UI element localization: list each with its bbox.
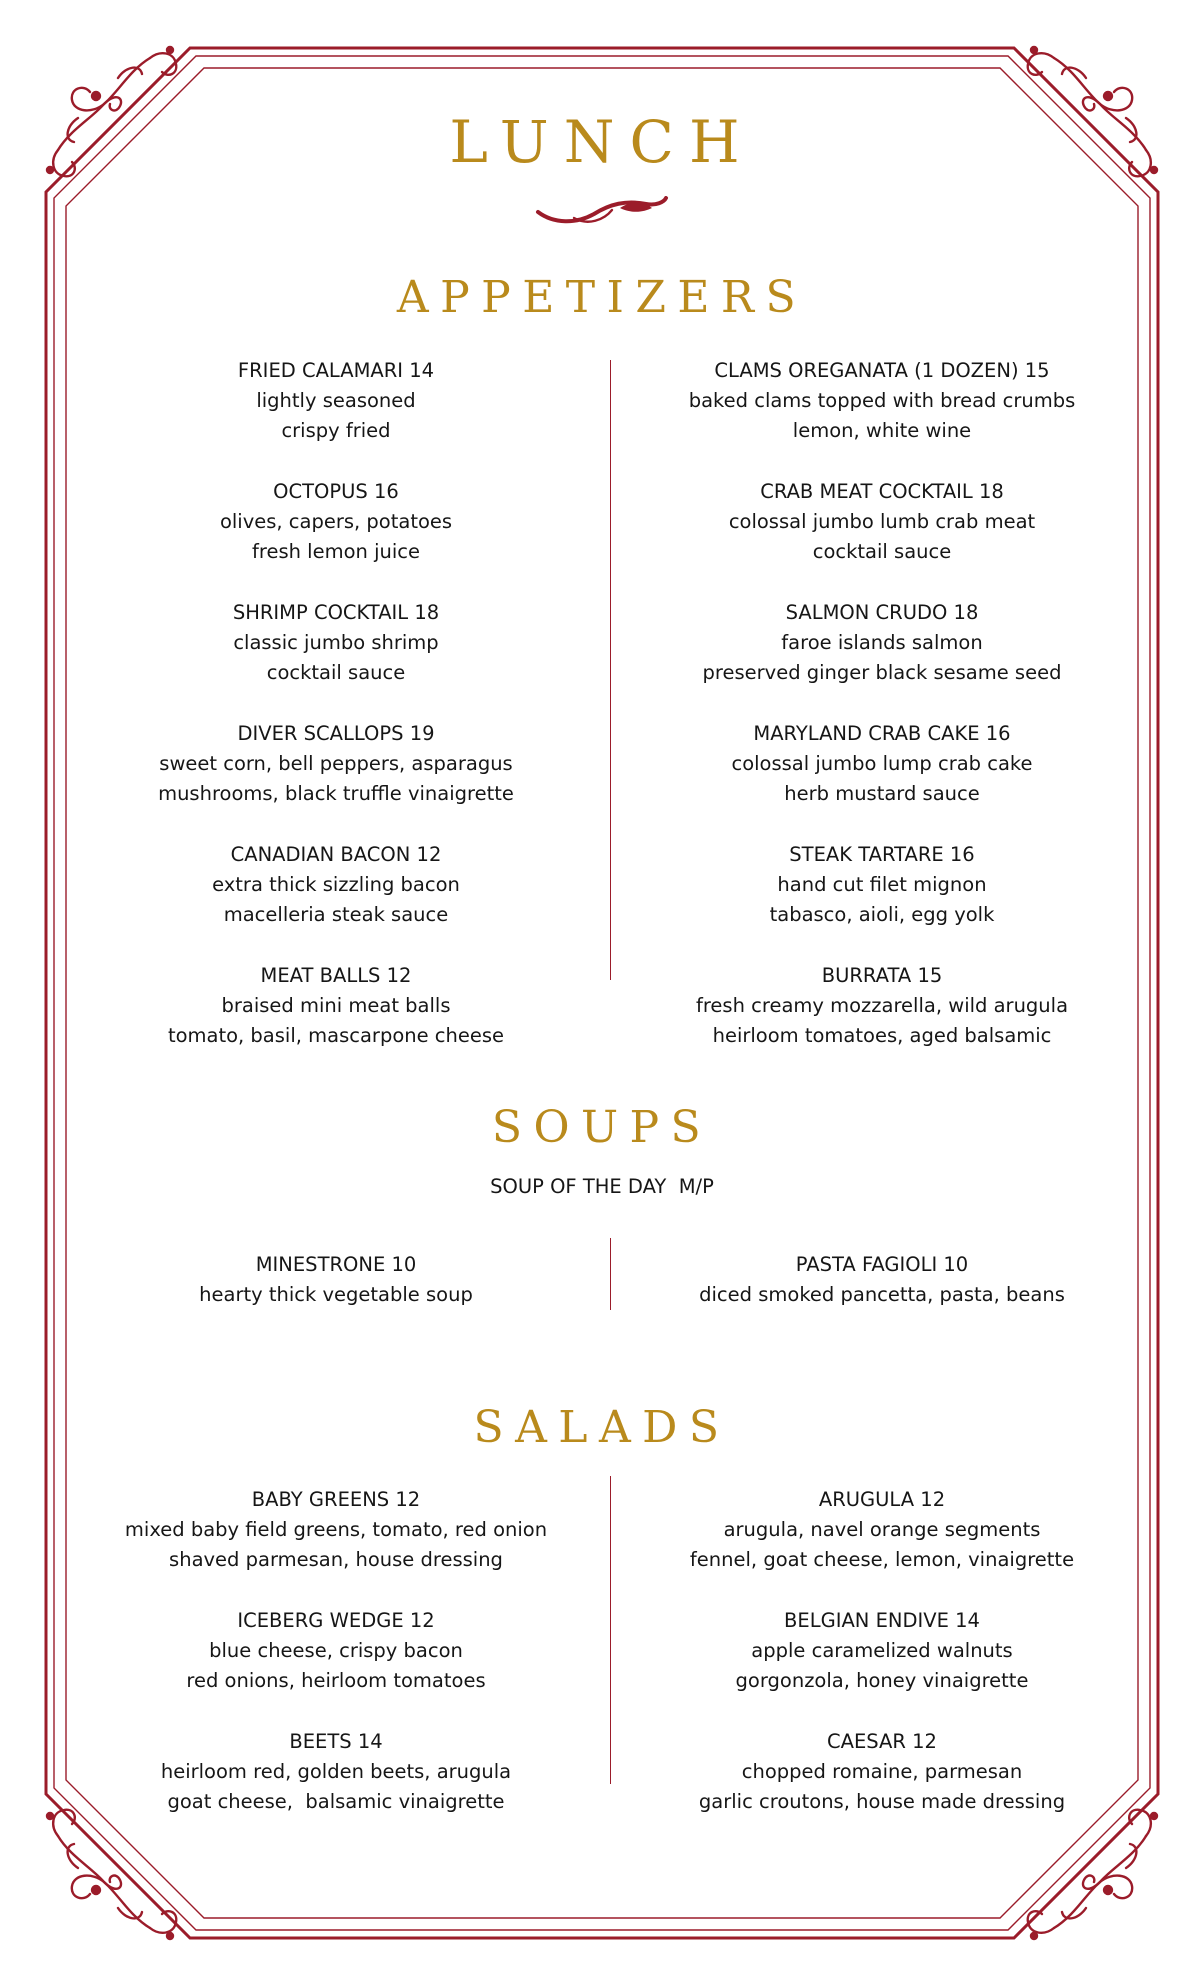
soups-heading: SOUPS <box>491 1102 713 1153</box>
item-name: ICEBERG WEDGE 12 <box>237 1609 435 1632</box>
item-description: fresh creamy mozzarella, wild arugula <box>695 994 1069 1017</box>
item-name: MEAT BALLS 12 <box>260 964 412 987</box>
item-name: MINESTRONE 10 <box>255 1253 417 1276</box>
menu-item <box>602 1250 1162 1310</box>
item-description: extra thick sizzling bacon <box>212 873 460 896</box>
item-description: apple caramelized walnuts <box>751 1639 1013 1662</box>
item-name: PASTA FAGIOLI 10 <box>795 1253 969 1276</box>
item-description: gorgonzola, honey vinaigrette <box>735 1669 1029 1692</box>
item-name: CLAMS OREGANATA (1 DOZEN) 15 <box>714 359 1050 382</box>
menu-item <box>602 477 1162 598</box>
item-description: faroe islands salmon <box>781 631 983 654</box>
menu-item <box>602 719 1162 840</box>
item-description: arugula, navel orange segments <box>723 1518 1041 1541</box>
menu-title: LUNCH <box>449 108 755 176</box>
menu-item <box>602 840 1162 961</box>
menu-item <box>56 1250 616 1310</box>
item-description: heirloom tomatoes, aged balsamic <box>712 1024 1052 1047</box>
item-description: cocktail sauce <box>812 540 952 563</box>
menu-item <box>56 1606 616 1727</box>
item-description: olives, capers, potatoes <box>219 510 453 533</box>
item-name: STEAK TARTARE 16 <box>789 843 975 866</box>
item-description: shaved parmesan, house dressing <box>169 1548 503 1571</box>
item-description: tabasco, aioli, egg yolk <box>769 903 995 926</box>
menu-item <box>56 961 616 1082</box>
item-description: baked clams topped with bread crumbs <box>688 389 1076 412</box>
appetizers-left-column <box>56 356 616 1082</box>
item-description: blue cheese, crispy bacon <box>209 1639 463 1662</box>
item-name: CANADIAN BACON 12 <box>230 843 442 866</box>
menu-item <box>56 1727 616 1848</box>
item-description: diced smoked pancetta, pasta, beans <box>699 1283 1065 1306</box>
item-description: cocktail sauce <box>266 661 406 684</box>
item-description: lightly seasoned <box>256 389 416 412</box>
soup-of-the-day: SOUP OF THE DAY M/P <box>490 1175 714 1198</box>
menu-item <box>602 1606 1162 1727</box>
item-description: mixed baby field greens, tomato, red onion <box>124 1518 548 1541</box>
item-description: crispy fried <box>281 419 391 442</box>
item-name: SHRIMP COCKTAIL 18 <box>232 601 440 624</box>
item-name: FRIED CALAMARI 14 <box>237 359 435 382</box>
soups-left-column <box>56 1250 616 1310</box>
menu-item <box>56 1485 616 1606</box>
appetizers-right-column <box>602 356 1162 1082</box>
menu-item <box>56 598 616 719</box>
item-description: red onions, heirloom tomatoes <box>186 1669 486 1692</box>
item-name: BEETS 14 <box>289 1730 383 1753</box>
menu-item <box>56 356 616 477</box>
salads-left-column <box>56 1485 616 1848</box>
item-description: heirloom red, golden beets, arugula <box>160 1760 512 1783</box>
item-name: BURRATA 15 <box>821 964 943 987</box>
item-description: braised mini meat balls <box>221 994 451 1017</box>
menu-item <box>56 840 616 961</box>
item-name: CRAB MEAT COCKTAIL 18 <box>760 480 1004 503</box>
item-name: DIVER SCALLOPS 19 <box>237 722 435 745</box>
item-name: SALMON CRUDO 18 <box>785 601 979 624</box>
item-description: herb mustard sauce <box>784 782 980 805</box>
menu-item <box>602 1727 1162 1848</box>
swirl-flourish-icon <box>534 196 670 228</box>
item-description: mushrooms, black truffle vinaigrette <box>158 782 514 805</box>
item-description: sweet corn, bell peppers, asparagus <box>159 752 513 775</box>
menu-item <box>56 719 616 840</box>
item-description: lemon, white wine <box>792 419 972 442</box>
item-description: colossal jumbo lump crab cake <box>731 752 1033 775</box>
item-description: tomato, basil, mascarpone cheese <box>167 1024 505 1047</box>
item-name: CAESAR 12 <box>827 1730 937 1753</box>
item-description: fresh lemon juice <box>252 540 420 563</box>
item-name: MARYLAND CRAB CAKE 16 <box>753 722 1011 745</box>
item-description: hearty thick vegetable soup <box>199 1283 473 1306</box>
item-name: ARUGULA 12 <box>818 1488 946 1511</box>
menu-item <box>56 477 616 598</box>
salads-heading: SALADS <box>473 1402 731 1453</box>
menu-item <box>602 356 1162 477</box>
salads-right-column <box>602 1485 1162 1848</box>
menu-item <box>602 1485 1162 1606</box>
item-description: chopped romaine, parmesan <box>741 1760 1023 1783</box>
item-name: BABY GREENS 12 <box>251 1488 421 1511</box>
item-description: hand cut filet mignon <box>777 873 987 896</box>
item-name: BELGIAN ENDIVE 14 <box>784 1609 980 1632</box>
appetizers-heading: APPETIZERS <box>396 272 808 323</box>
item-name: OCTOPUS 16 <box>273 480 399 503</box>
item-description: fennel, goat cheese, lemon, vinaigrette <box>689 1548 1075 1571</box>
item-description: preserved ginger black sesame seed <box>702 661 1062 684</box>
soups-right-column <box>602 1250 1162 1310</box>
item-description: colossal jumbo lumb crab meat <box>728 510 1036 533</box>
item-description: garlic croutons, house made dressing <box>698 1790 1066 1813</box>
item-description: macelleria steak sauce <box>223 903 449 926</box>
menu-item <box>602 961 1162 1082</box>
item-description: classic jumbo shrimp <box>233 631 439 654</box>
item-description: goat cheese, balsamic vinaigrette <box>167 1790 505 1813</box>
menu-item <box>602 598 1162 719</box>
